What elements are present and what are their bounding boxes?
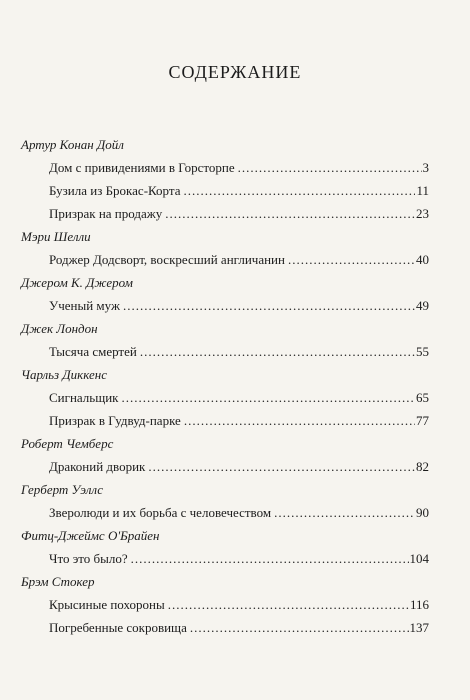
toc-entry[interactable] — [49, 413, 429, 429]
toc-author: Джек Лондон — [21, 321, 98, 336]
toc-author: Роберт Чемберс — [21, 436, 114, 451]
toc-entry-page: 65 — [416, 390, 429, 405]
page-title: СОДЕРЖАНИЕ — [168, 62, 302, 82]
toc-leader-dots — [168, 597, 409, 613]
toc-leader-dots — [131, 551, 409, 567]
toc-entry-page: 77 — [416, 413, 429, 428]
toc-entry-title: Что это было? — [49, 551, 128, 566]
toc-entry-page: 90 — [416, 505, 429, 520]
toc-entry-title: Погребенные сокровища — [49, 620, 187, 635]
toc-leader-dots — [288, 252, 415, 268]
toc-leader-dots — [140, 344, 415, 360]
toc-entry-page: 11 — [416, 183, 429, 198]
toc-entry[interactable] — [49, 183, 429, 199]
toc-entry-title: Драконий дворик — [49, 459, 146, 474]
toc-entry[interactable] — [49, 505, 429, 521]
toc-author: Брэм Стокер — [21, 574, 95, 589]
toc-leader-dots — [123, 298, 415, 314]
toc-leader-dots — [184, 413, 415, 429]
toc-entry[interactable] — [49, 252, 429, 268]
toc-leader-dots — [274, 505, 415, 521]
toc-entry-title: Тысяча смертей — [49, 344, 137, 359]
toc-entry-title: Ученый муж — [49, 298, 120, 313]
toc-entry-title: Сигнальщик — [49, 390, 119, 405]
toc-entry-page: 49 — [416, 298, 429, 313]
toc-entry-page: 23 — [416, 206, 429, 221]
toc-entry[interactable] — [49, 206, 429, 222]
toc-entry-page: 104 — [409, 551, 429, 566]
toc-leader-dots — [190, 620, 409, 636]
toc-entry-title: Дом с привидениями в Горсторпе — [49, 160, 235, 175]
toc-author: Мэри Шелли — [21, 229, 91, 244]
toc-leader-dots — [238, 160, 422, 176]
toc-leader-dots — [184, 183, 416, 199]
toc-entry-page: 82 — [416, 459, 429, 474]
toc-entry-title: Призрак на продажу — [49, 206, 163, 221]
toc-entry-page: 40 — [416, 252, 429, 267]
toc-leader-dots — [165, 206, 415, 222]
toc-entry-title: Бузила из Брокас-Корта — [49, 183, 181, 198]
toc-entry-title: Крысиные похороны — [49, 597, 165, 612]
toc-entry-title: Роджер Додсворт, воскресший англичанин — [49, 252, 285, 267]
toc-entry[interactable] — [49, 298, 429, 314]
toc-entry-page: 137 — [409, 620, 429, 635]
toc-entry[interactable] — [49, 160, 429, 176]
toc-entry[interactable] — [49, 459, 429, 475]
toc-entry[interactable] — [49, 597, 429, 613]
toc-entry-page: 3 — [422, 160, 429, 175]
toc-entry-title: Зверолюди и их борьба с человечеством — [49, 505, 272, 520]
toc-leader-dots — [148, 459, 415, 475]
toc-entry[interactable] — [49, 620, 429, 636]
toc-entry[interactable] — [49, 551, 429, 567]
toc-author: Чарльз Диккенс — [21, 367, 107, 382]
toc-entry[interactable] — [49, 390, 429, 406]
toc-entry[interactable] — [49, 344, 429, 360]
toc-entry-page: 55 — [416, 344, 429, 359]
toc-author: Артур Конан Дойл — [21, 137, 124, 152]
toc-entry-page: 116 — [409, 597, 429, 612]
toc-author: Герберт Уэллс — [21, 482, 103, 497]
toc-author: Фитц-Джеймс О'Брайен — [21, 528, 160, 543]
toc-leader-dots — [122, 390, 415, 406]
toc-author: Джером К. Джером — [21, 275, 133, 290]
toc-entry-title: Призрак в Гудвуд-парке — [49, 413, 181, 428]
